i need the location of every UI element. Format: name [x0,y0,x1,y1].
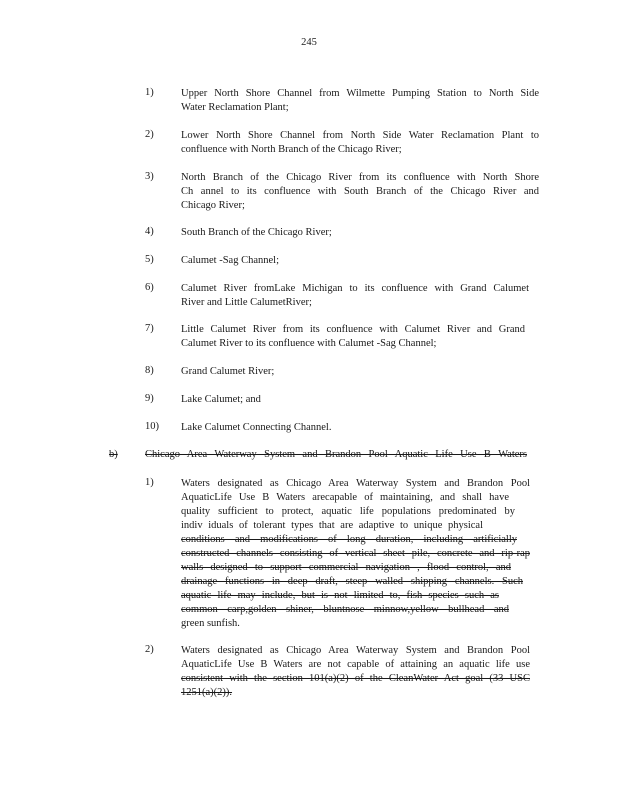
struck-text-line: walls designed to support commercial navigation , flood control, and [181,562,511,573]
item-text [181,282,529,310]
item-number: 3) [145,171,154,182]
item-number: 5) [145,254,154,265]
struck-text-line: constructed channels consisting of vertical sheet pile, concrete and rip-rap [181,548,530,559]
text-line: indiv iduals of tolerant types that are adaptive to unique physical [181,520,483,531]
text-line: Waters designated as Chicago Area Waterway System and Brandon Pool [181,478,530,489]
text-line: Little Calumet River from its confluence with Calumet River and Grand [181,324,525,335]
heading-text: Chicago Area Waterway System and Brandon Pool Aquatic Life Use B Waters [145,449,527,460]
item-text [181,323,525,351]
item-text [181,421,539,435]
text-line: confluence with North Branch of the Chicago River; [181,144,402,155]
section-heading [145,449,527,463]
text-line: AquaticLife Use B Waters arecapable of maintaining, and shall have [181,492,509,503]
item-text [181,171,539,213]
text-line: Calumet -Sag Channel; [181,255,279,266]
text-line: Lake Calumet; and [181,394,261,405]
item-number: 7) [145,323,154,334]
item-number: 6) [145,282,154,293]
text-line: River and Little CalumetRiver; [181,297,312,308]
struck-text-line: 1251(a)(2)). [181,687,233,698]
text-line: North Branch of the Chicago River from its confluence with North Shore [181,172,539,183]
struck-text-line: drainage functions in deep draft, steep walled shipping channels. Such [181,576,523,587]
item-number: 10) [145,421,159,432]
item-text [181,254,539,268]
text-line: Lake Calumet Connecting Channel. [181,422,332,433]
item-text [181,393,539,407]
page-number: 245 [301,37,317,48]
item-text [181,226,539,240]
text-line: Upper North Shore Channel from Wilmette Pumping Station to North Side [181,88,539,99]
text-line: Calumet River to its confluence with Calumet -Sag Channel; [181,338,437,349]
section-letter: b) [109,449,118,460]
item-number: 2) [145,129,154,140]
item-number: 1) [145,87,154,98]
item-text [181,365,539,379]
text-line: Chicago River; [181,200,245,211]
item-text [181,87,539,115]
struck-text-line: conditions and modifications of long duration, including artificially [181,534,517,545]
text-line: green sunfish. [181,618,240,629]
text-line: Water Reclamation Plant; [181,102,289,113]
item-number: 8) [145,365,154,376]
text-line: quality sufficient to protect, aquatic life populations predominated by [181,506,515,517]
text-line: Calumet River fromLake Michigan to its confluence with Grand Calumet [181,283,529,294]
item-number: 4) [145,226,154,237]
item-text [181,644,530,700]
text-line: Lower North Shore Channel from North Side Water Reclamation Plant to [181,130,539,141]
item-number: 1) [145,477,154,488]
text-line: South Branch of the Chicago River; [181,227,332,238]
item-text [181,129,539,157]
struck-text-line: aquatic life may include, but is not limited to, fish species such as [181,590,499,601]
struck-text-line: common carp,golden shiner, bluntnose minnow,yellow bullhead and [181,604,509,615]
item-text [181,477,530,631]
text-line: Waters designated as Chicago Area Waterway System and Brandon Pool [181,645,530,656]
text-line: AquaticLife Use B Waters are not capable of attaining an aquatic life use [181,659,530,670]
text-line: Ch annel to its confluence with South Branch of the Chicago River and [181,186,539,197]
item-number: 9) [145,393,154,404]
struck-text-line: consistent with the section 101(a)(2) of the CleanWater Act goal (33 USC [181,673,530,684]
item-number: 2) [145,644,154,655]
text-line: Grand Calumet River; [181,366,275,377]
